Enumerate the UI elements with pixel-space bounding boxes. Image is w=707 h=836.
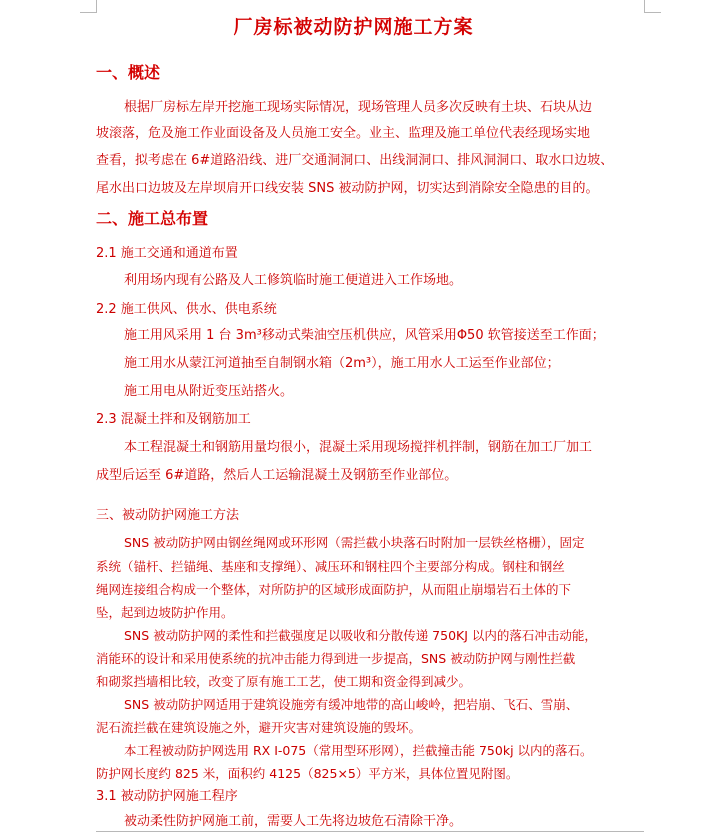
paragraph-line: 和砌浆挡墙相比较，改变了原有施工工艺，使工期和资金得到减少。 [96,674,472,689]
paragraph-line: 系统（锚杆、拦锚绳、基座和支撑绳）、减压环和钢柱四个主要部分构成。钢柱和钢丝 [96,559,565,574]
paragraph-line: 坡滚落，危及施工作业面设备及人员施工安全。业主、监理及施工单位代表经现场实地 [96,126,591,141]
paragraph-line: SNS 被动防护网适用于建筑设施旁有缓冲地带的高山峻岭，把岩崩、飞石、雪崩、 [124,697,579,712]
paragraph-line: 成型后运至 6#道路，然后人工运输混凝土及钢筋至作业部位。 [96,468,458,483]
paragraph-line: SNS 被动防护网的柔性和拦截强度足以吸收和分散传递 750KJ 以内的落石冲击动能， [124,628,597,643]
subsection-heading: 2.2 施工供风、供水、供电系统 [96,302,277,317]
paragraph-line: 施工用电从附近变压站搭火。 [124,384,294,399]
paragraph-line: 根据厂房标左岸开挖施工现场实际情况，现场管理人员多次反映有土块、石块从边 [124,100,593,115]
section-heading-method: 三、被动防护网施工方法 [96,508,240,523]
paragraph-line: 本工程被动防护网选用 RX I-075（常用型环形网），拦截撞击能 750kj 以内的落石。 [124,743,593,758]
paragraph-line: 施工用风采用 1 台 3m³移动式柴油空压机供应，风管采用Φ50 软管接送至工作面； [124,328,605,343]
subsection-heading: 2.3 混凝土拌和及钢筋加工 [96,412,251,427]
subsection-heading: 2.1 施工交通和通道布置 [96,246,238,261]
paragraph-line: 坠，起到边坡防护作用。 [96,605,234,620]
paragraph-line: 施工用水从蒙江河道抽至自制钢水箱（2m³），施工用水人工运至作业部位； [124,356,560,371]
paragraph-line: 尾水出口边坡及左岸坝肩开口线安装 SNS 被动防护网，切实达到消除安全隐患的目的。 [96,181,599,196]
section-heading-overview: 一、概述 [96,63,161,82]
paragraph-line: 被动柔性防护网施工前，需要人工先将边坡危石清除干净。 [124,814,463,829]
paragraph-line: 利用场内现有公路及人工修筑临时施工便道进入工作场地。 [124,273,463,288]
subsection-heading: 3.1 被动防护网施工程序 [96,789,238,804]
paragraph-line: 本工程混凝土和钢筋用量均很小，混凝土采用现场搅拌机拌制，钢筋在加工厂加工 [124,440,593,455]
document-title: 厂房标被动防护网施工方案 [233,16,474,38]
paragraph-line: 泥石流拦截在建筑设施之外，避开灾害对建筑设施的毁坏。 [96,720,422,735]
page-bottom-rule [96,831,644,832]
section-heading-layout: 二、施工总布置 [96,209,209,228]
paragraph-line: 查看，拟考虑在 6#道路沿线、进厂交通洞洞口、出线洞洞口、排风洞洞口、取水口边坡、 [96,153,614,168]
paragraph-line: 消能环的设计和采用使系统的抗冲击能力得到进一步提高，SNS 被动防护网与刚性拦截 [96,651,576,666]
paragraph-line: 防护网长度约 825 米，面积约 4125（825×5）平方米，具体位置见附图。 [96,766,519,781]
paragraph-line: 绳网连接组合构成一个整体，对所防护的区域形成面防护，从而阻止崩塌岩石土体的下 [96,582,572,597]
paragraph-line: SNS 被动防护网由钢丝绳网或环形网（需拦截小块落石时附加一层铁丝格栅），固定 [124,535,585,550]
